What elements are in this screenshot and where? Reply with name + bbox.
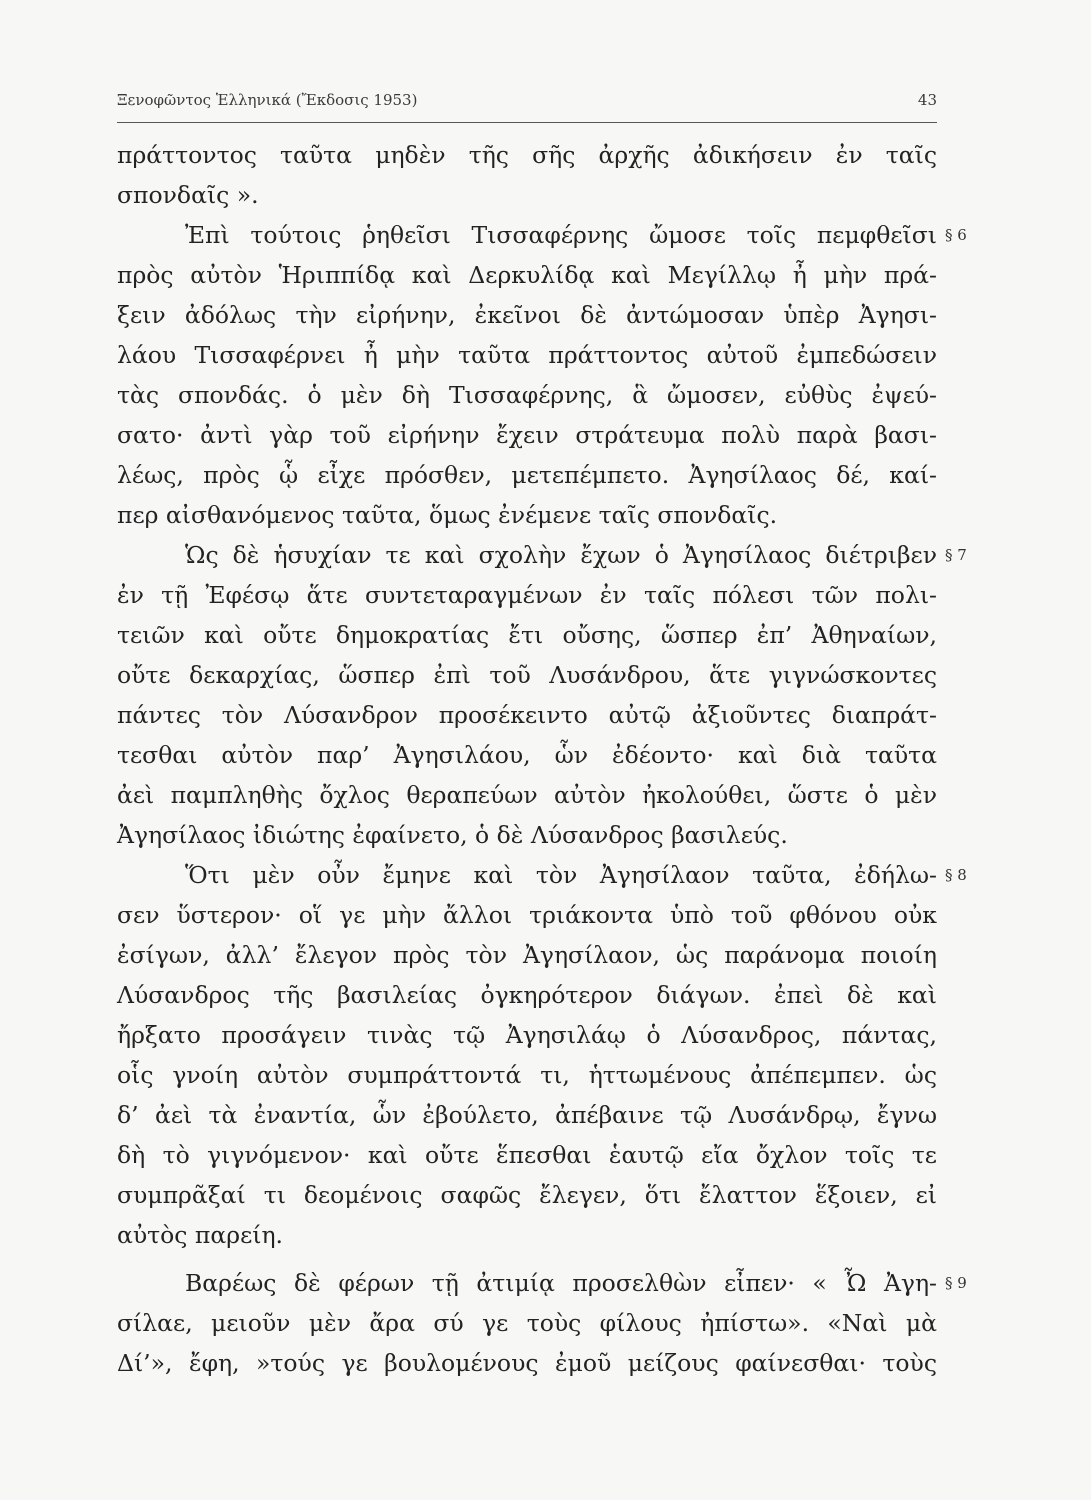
section-mark-7: § 7 xyxy=(945,546,967,564)
text-line: πρὸς αὐτὸν Ἡριππίδᾳ καὶ Δερκυλίδᾳ καὶ Μεγίλλῳ ἦ μὴν πρά- xyxy=(117,261,937,289)
text-line: τὰς σπονδάς. ὁ μὲν δὴ Τισσαφέρνης, ἃ ὤμοσεν, εὐθὺς ἐψεύ- xyxy=(117,381,937,409)
text-line: λάου Τισσαφέρνει ἦ μὴν ταῦτα πράττοντος αὐτοῦ ἐμπεδώσειν xyxy=(117,341,937,369)
text-line: αὐτὸς παρείη. xyxy=(117,1221,284,1249)
section-mark-8: § 8 xyxy=(945,866,967,884)
text-line: ἐσίγων, ἀλλ’ ἔλεγον πρὸς τὸν Ἀγησίλαον, ὡς παράνομα ποιοίη xyxy=(117,941,937,969)
text-line: Λύσανδρος τῆς βασιλείας ὀγκηρότερον διάγων. ἐπεὶ δὲ καὶ xyxy=(117,981,937,1009)
text-line: σπονδαῖς ». xyxy=(117,181,259,209)
text-line: Ὅτι μὲν οὖν ἔμηνε καὶ τὸν Ἀγησίλαον ταῦτα, ἐδήλω- xyxy=(185,861,937,889)
text-line: τειῶν καὶ οὔτε δημοκρατίας ἔτι οὔσης, ὥσπερ ἐπ’ Ἀθηναίων, xyxy=(117,621,937,649)
text-line: Βαρέως δὲ φέρων τῇ ἀτιμίᾳ προσελθὼν εἶπεν· « Ὦ Ἀγη- xyxy=(185,1269,937,1297)
page-number: 43 xyxy=(917,91,937,109)
section-mark-9: § 9 xyxy=(945,1274,967,1292)
text-line: Ἀγησίλαος ἰδιώτης ἐφαίνετο, ὁ δὲ Λύσανδρος βασιλεύς. xyxy=(117,821,788,849)
text-line: ἐν τῇ Ἐφέσῳ ἅτε συντεταραγμένων ἐν ταῖς πόλεσι τῶν πολι- xyxy=(117,581,937,609)
text-line: περ αἰσθανόμενος ταῦτα, ὅμως ἐνέμενε ταῖς σπονδαῖς. xyxy=(117,501,778,529)
text-line: ξειν ἀδόλως τὴν εἰρήνην, ἐκεῖνοι δὲ ἀντώμοσαν ὑπὲρ Ἀγησι- xyxy=(117,301,937,329)
text-line: Ἐπὶ τούτοις ῥηθεῖσι Τισσαφέρνης ὤμοσε τοῖς πεμφθεῖσι xyxy=(185,221,937,249)
text-line: οἷς γνοίη αὐτὸν συμπράττοντά τι, ἡττωμένους ἀπέπεμπεν. ὡς xyxy=(117,1061,937,1089)
text-line: σατο· ἀντὶ γὰρ τοῦ εἰρήνην ἔχειν στράτευμα πολὺ παρὰ βασι- xyxy=(117,421,937,449)
text-line: Δί’», ἔφη, »τούς γε βουλομένους ἐμοῦ μείζους φαίνεσθαι· τοὺς xyxy=(117,1349,937,1377)
running-header xyxy=(117,91,937,117)
text-line: πάντες τὸν Λύσανδρον προσέκειντο αὐτῷ ἀξιοῦντες διαπράτ- xyxy=(117,701,937,729)
header-title: Ξενοφῶντος Ἑλληνικά (Ἔκδοσις 1953) xyxy=(117,91,418,109)
text-line: συμπρᾶξαί τι δεομένοις σαφῶς ἔλεγεν, ὅτι ἔλαττον ἕξοιεν, εἰ xyxy=(117,1181,937,1209)
text-line: δ’ ἀεὶ τὰ ἐναντία, ὧν ἐβούλετο, ἀπέβαινε τῷ Λυσάνδρῳ, ἔγνω xyxy=(117,1101,937,1129)
text-line: οὔτε δεκαρχίας, ὥσπερ ἐπὶ τοῦ Λυσάνδρου, ἅτε γιγνώσκοντες xyxy=(117,661,937,689)
header-rule xyxy=(117,122,937,123)
section-mark-6: § 6 xyxy=(945,226,967,244)
text-line: λέως, πρὸς ᾧ εἶχε πρόσθεν, μετεπέμπετο. Ἀγησίλαος δέ, καί- xyxy=(117,461,937,489)
text-line: σίλαε, μειοῦν μὲν ἄρα σύ γε τοὺς φίλους ἠπίστω». «Ναὶ μὰ xyxy=(117,1309,937,1337)
text-line: ἤρξατο προσάγειν τινὰς τῷ Ἀγησιλάῳ ὁ Λύσανδρος, πάντας, xyxy=(117,1021,937,1049)
text-line: δὴ τὸ γιγνόμενον· καὶ οὔτε ἕπεσθαι ἑαυτῷ εἴα ὄχλον τοῖς τε xyxy=(117,1141,937,1169)
text-line: Ὡς δὲ ἡσυχίαν τε καὶ σχολὴν ἔχων ὁ Ἀγησίλαος διέτριβεν xyxy=(185,541,937,569)
text-line: ἀεὶ παμπληθὴς ὄχλος θεραπεύων αὐτὸν ἠκολούθει, ὥστε ὁ μὲν xyxy=(117,781,937,809)
text-line: σεν ὕστερον· οἵ γε μὴν ἄλλοι τριάκοντα ὑπὸ τοῦ φθόνου οὐκ xyxy=(117,901,937,929)
text-line: πράττοντος ταῦτα μηδὲν τῆς σῆς ἀρχῆς ἀδικήσειν ἐν ταῖς xyxy=(117,141,937,169)
text-line: τεσθαι αὐτὸν παρ’ Ἀγησιλάου, ὧν ἐδέοντο· καὶ διὰ ταῦτα xyxy=(117,741,937,769)
